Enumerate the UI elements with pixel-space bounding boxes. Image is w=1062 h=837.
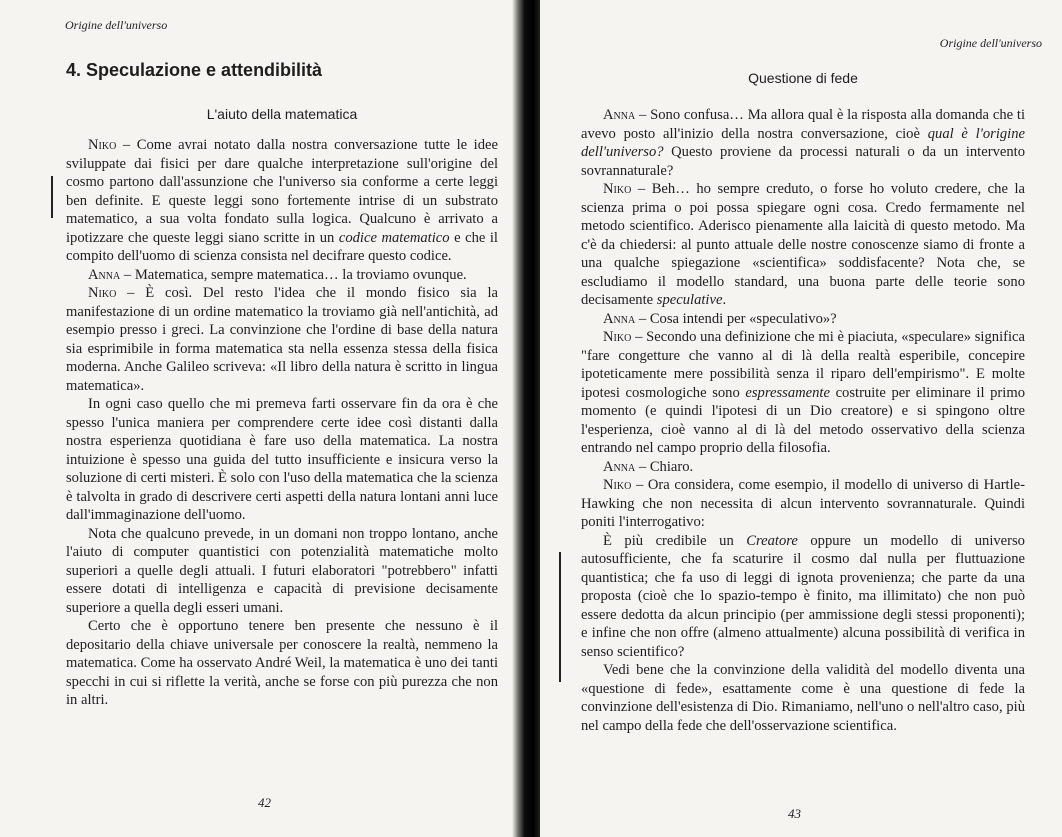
speaker-name: Niko	[603, 329, 632, 345]
paragraph-text: – Matematica, sempre matematica… la troviamo ovunque.	[120, 266, 467, 283]
paragraph-text: Vedi bene che la convinzione della validità del modello diventa una «questione di fede», esattamente come è una questione di fede la convinzione dell'esistenza di Dio. Rimaniamo, nell'uno o nell'altro caso, più nel campo della fede che dell'osservazione scientifica.	[581, 662, 1025, 734]
speaker-name: Niko	[603, 181, 632, 197]
speaker-name: Niko	[88, 137, 117, 153]
paragraph	[581, 310, 1025, 329]
paragraph-text: Certo che è opportuno tenere ben presente che nessuno è il depositario della chiave universale per conoscere la realtà, nemmeno la matematica. Come ha osservato André Weil, la matematica è uno dei tanti specchi in cui si riflette la verità, anche se forse con più purezza che non in altri.	[66, 618, 498, 708]
left-body-text	[66, 136, 498, 710]
paragraph-text: – Cosa intendi per «speculativo»?	[635, 310, 837, 327]
italic-phrase: codice matematico	[338, 229, 450, 246]
margin-mark-left	[51, 176, 53, 218]
paragraph-text-tail: .	[722, 292, 727, 308]
paragraph	[581, 661, 1025, 735]
paragraph-text: In ogni caso quello che mi premeva farti osservare fin da ora è che spesso l'unica maniera per comprendere certe idee così distanti dalla nostra esperienza quotidiana è fare uso della matematica. La nostra intuizione è spesso una guida del tutto insufficiente e insicura verso la soluzione di certi misteri. È solo con l'uso della matematica che la scienza è talvolta in grado di descrivere certi aspetti della natura lontani anni luce dall'immaginazione dell'uomo.	[66, 396, 498, 523]
right-subhead: Questione di fede	[748, 70, 858, 86]
left-page	[0, 0, 518, 837]
speaker-name: Niko	[88, 285, 117, 301]
section-title: 4. Speculazione e attendibilità	[66, 60, 323, 80]
paragraph-text: Nota che qualcuno prevede, in un domani non troppo lontano, anche l'aiuto di computer quantistici con potenzialità matematiche molto superiori a quelle degli attuali. I futuri elaboratori "potrebbero" infatti essere dotati di intelligenza e capacità di previsione decisamente superiore a quella degli esseri umani.	[66, 525, 498, 616]
paragraph	[66, 284, 498, 395]
paragraph-text: – Sono confusa… Ma allora qual è la risposta alla domanda che ti avevo posto all'inizio della nostra conversazione, cioè	[581, 107, 1025, 142]
italic-phrase: speculative	[656, 292, 723, 308]
paragraph-text: – Chiaro.	[635, 458, 694, 475]
right-body-text	[581, 106, 1025, 735]
italic-phrase: qual è l'origine dell'universo?	[581, 125, 1025, 160]
paragraph-text: – Secondo una definizione che mi è piaciuta, «speculare» significa "fare congetture che vanno al di là della realtà esperibile, concepire ipoteticamente mere possibilità senza il riparo dell'empirismo". E molte ipotesi cosmologiche sono	[581, 329, 1025, 401]
speaker-name: Anna	[603, 310, 636, 327]
paragraph-text: – È così. Del resto l'idea che il mondo fisico sia la manifestazione di un ordine matematico la troviamo già nell'antichità, ad esempio presso i greci. La convinzione che l'ordine di base della natura sia esprimibile in forma matematica sta nella essenza stessa della fisica moderna. Anche Galileo scriveva: «Il libro della natura è scritto in lingua matematica».	[66, 285, 498, 394]
speaker-name: Anna	[603, 107, 636, 123]
paragraph-text-tail: oppure un modello di universo autosufficiente, che fa scaturire il cosmo dal nulla per fluttuazione quantistica; che fa uso di leggi di ignota provenienza; che parte da una proposta (cioè che lo spazio-tempo è finito, ma illimitato) che non può essere dedotta da alcun principio (per ammissione degli stessi proponenti); e infine che non offre (almeno attualmente) alcuna possibilità di verifica in senso scientifico?	[581, 532, 1025, 660]
margin-mark-right	[559, 552, 561, 682]
paragraph-text: – Come avrai notato dalla nostra conversazione tutte le idee sviluppate dai fisici per dare qualche interpretazione sull'origine del cosmo partono dall'assunzione che l'universo sia conforme a certe leggi ben definite. E queste leggi sono fortemente intrise di un substrato matematico, a sua volta fondato sulla logica. Qualcuno è arrivato a ipotizzare che queste leggi siano scritte in un	[66, 137, 498, 246]
paragraph	[581, 532, 1025, 662]
left-subhead: L'aiuto della matematica	[206, 106, 358, 122]
right-page	[540, 0, 1062, 837]
paragraph-text-tail: Questo proviene da processi naturali o da un intervento sovrannaturale?	[581, 144, 1025, 179]
paragraph-text-tail: e che il compito dell'uomo di scienza consista nel decifrare questo codice.	[66, 229, 498, 264]
paragraph	[581, 476, 1025, 532]
paragraph-text-tail: costruite per eliminare il primo momento (e quindi l'ipotesi di un Dio creatore) e si spingono oltre l'esperienza, cioè vanno al di là del metodo osservativo della scienza entrando nel campo proprio della filosofia.	[581, 384, 1025, 456]
italic-phrase: espressamente	[745, 384, 830, 401]
speaker-name: Anna	[88, 266, 121, 283]
right-running-head: Origine dell'universo	[939, 36, 1042, 50]
paragraph	[581, 180, 1025, 310]
speaker-name: Anna	[603, 458, 636, 475]
speaker-name: Niko	[603, 477, 632, 493]
paragraph	[66, 617, 498, 710]
italic-phrase: Creatore	[746, 532, 798, 549]
left-folio: 42	[258, 795, 271, 810]
left-running-head: Origine dell'universo	[65, 18, 168, 32]
paragraph	[581, 106, 1025, 180]
paragraph	[581, 328, 1025, 458]
paragraph	[66, 395, 498, 525]
paragraph-text: – Beh… ho sempre creduto, o forse ho voluto credere, che la scienza prima o poi possa spiegare ogni cosa. Credo fermamente nel metodo scientifico. Aderisco pienamente alla laicità di questo metodo. Ma c'è da chiedersi: al punto attuale delle nostre conoscenze siamo di fronte a una qualche spiegazione «scientifica» soddisfacente? Nota che, se escludiamo il modello standard, una buona parte delle teorie sono decisamente	[581, 181, 1025, 308]
paragraph	[66, 266, 498, 285]
right-folio: 43	[788, 806, 801, 821]
paragraph	[66, 525, 498, 618]
paragraph	[66, 136, 498, 266]
paragraph	[581, 458, 1025, 477]
paragraph-text: È più credibile un	[603, 532, 747, 549]
paragraph-text: – Ora considera, come esempio, il modello di universo di Hartle-Hawking che non necessita di alcun intervento sovrannaturale. Quindi poniti l'interrogativo:	[581, 477, 1025, 530]
